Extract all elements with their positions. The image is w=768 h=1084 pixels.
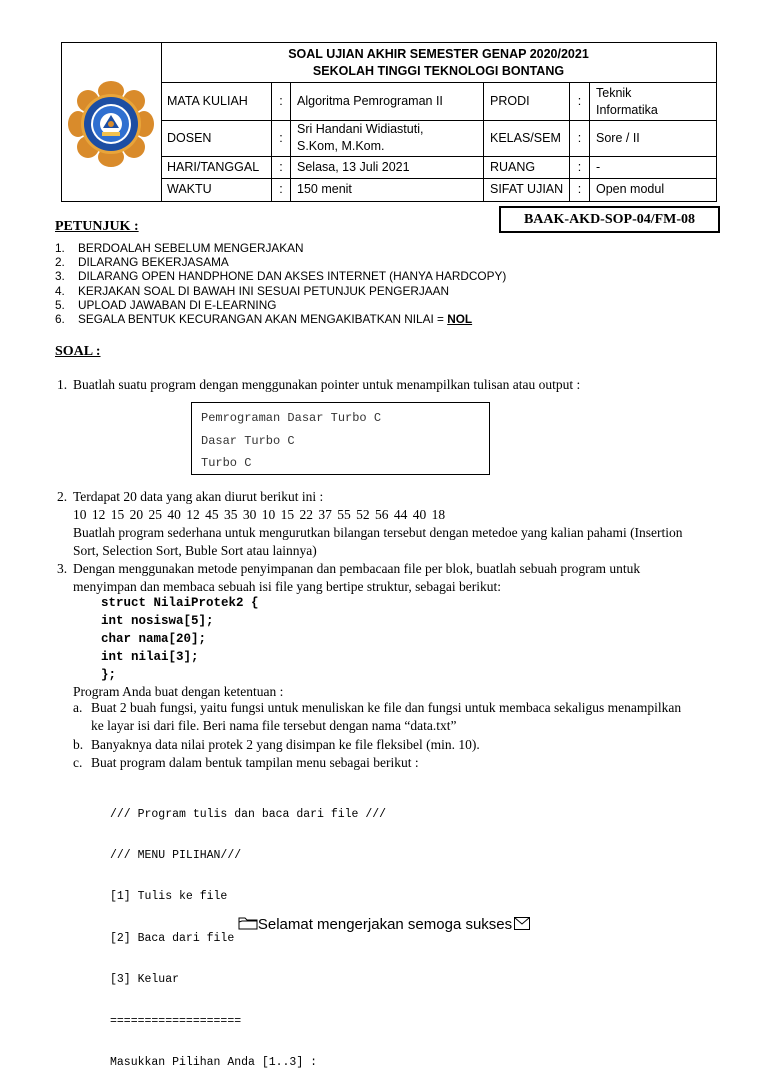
q3-line-2: menyimpan dan membaca sebuah isi file yang bertipe struktur, sebagai berikut: [73,579,501,594]
item-text: SEGALA BENTUK KECURANGAN AKAN MENGAKIBATKAN NILAI = [78,312,448,327]
value-prodi [590,83,716,120]
separator: : [570,178,590,201]
value-mata-kuliah: Algoritma Pemrograman II [291,83,484,120]
value-waktu: 150 menit [291,178,484,201]
value-ruang: - [596,159,601,174]
list-item [55,312,506,326]
output-line: Turbo C [201,456,252,470]
item-number: 3. [55,269,65,284]
logo-cell [62,43,162,201]
list-item [55,284,506,298]
code-line: }; [101,668,117,682]
title-line-1: SOAL UJIAN AKHIR SEMESTER GENAP 2020/2021 [288,47,589,61]
label-ruang: RUANG [484,156,570,178]
value-kelas-sem: Sore / II [596,130,640,145]
code-line: int nosiswa[5]; [101,614,214,628]
value-prodi-line-2: Informatika [596,102,658,117]
separator: : [570,156,590,178]
separator: : [570,120,590,156]
q2-number: 2. [57,489,68,504]
list-item [55,298,506,312]
value-sifat-ujian: Open modul [596,182,665,196]
label-waktu: WAKTU [161,178,272,201]
menu-line: [3] Keluar [110,973,180,987]
row-mata-kuliah [161,83,716,121]
item-text: KERJAKAN SOAL DI BAWAH INI SESUAI PETUNJUK PENGERJAAN [78,283,450,298]
q3-ketentuan: Program Anda buat dengan ketentuan : [73,684,284,699]
value-hari-tanggal: Selasa, 13 Juli 2021 [291,156,484,178]
q3-line-1: Dengan menggunakan metode penyimpanan dan pembacaan file per blok, buatlah sebuah program untuk [73,561,641,576]
q3-c-label: c. [73,755,83,770]
q2-line-1: Buatlah program sederhana untuk mengurutkan bilangan tersebut dengan metedoe yang kalian pahami (Insertion [73,525,683,540]
q3-b-label: b. [73,737,84,752]
menu-line: /// Program tulis dan baca dari file /// [110,807,387,821]
q2-intro: Terdapat 20 data yang akan diurut berikut ini : [73,489,324,504]
menu-line: [2] Baca dari file [110,931,235,945]
menu-line: /// MENU PILIHAN/// [110,848,242,862]
title-line-2: SEKOLAH TINGGI TEKNOLOGI BONTANG [312,64,565,78]
label-mata-kuliah: MATA KULIAH [161,83,272,120]
row-dosen [161,120,716,157]
menu-line: Masukkan Pilihan Anda [1..3] : [110,1055,318,1069]
item-number: 5. [55,297,65,312]
separator: : [570,83,590,120]
closing-message [0,916,768,933]
q3-a-line-1: Buat 2 buah fungsi, yaitu fungsi untuk menuliskan ke file dan fungsi untuk membaca sekaligus menampilkan [91,700,682,715]
petunjuk-heading: PETUNJUK : [55,219,139,234]
code-line: int nilai[3]; [101,650,199,664]
item-text: DILARANG OPEN HANDPHONE DAN AKSES INTERNET (HANYA HARDCOPY) [78,269,507,284]
soal-heading: SOAL : [55,344,101,359]
item-number: 2. [55,255,65,270]
nol-emphasis: NOL [447,312,473,327]
value-prodi-line-1: Teknik [596,85,632,100]
exam-title [161,43,716,83]
row-hari-tanggal [161,156,716,179]
value-dosen [291,120,484,156]
separator: : [272,120,291,156]
code-line: struct NilaiProtek2 { [101,596,259,610]
petunjuk-list [55,241,506,326]
item-text: BERDOALAH SEBELUM MENGERJAKAN [78,241,304,255]
value-dosen-line-2: S.Kom, M.Kom. [297,139,385,153]
q2-line-2: Sort, Selection Sort, Buble Sort atau lainnya) [73,543,317,558]
list-item [55,241,506,255]
value-dosen-line-1: Sri Handani Widiastuti, [297,122,424,136]
folder-icon [238,916,258,930]
struct-code-block [101,594,259,684]
envelope-icon [514,917,530,930]
q3-c-text: Buat program dalam bentuk tampilan menu sebagai berikut : [91,755,419,770]
item-number: 4. [55,283,65,298]
label-dosen: DOSEN [161,120,272,156]
q2-data: 10 12 15 20 25 40 12 45 35 30 10 15 22 37 55 52 56 44 40 18 [73,507,446,522]
q3-a-line-2: ke layar isi dari file. Beri nama file tersebut dengan nama “data.txt” [91,718,457,733]
separator: : [272,178,291,201]
q3-a-label: a. [73,700,83,715]
item-number: 6. [55,312,65,327]
q1-number: 1. [57,377,68,392]
header-table [61,42,717,202]
q1-output-box [191,402,490,475]
separator: : [272,83,291,120]
item-text: DILARANG BEKERJASAMA [78,255,229,270]
menu-line: =================== [110,1014,242,1028]
label-hari-tanggal: HARI/TANGGAL [161,156,272,178]
list-item [55,255,506,269]
q1-text: Buatlah suatu program dengan menggunakan pointer untuk menampilkan tulisan atau output : [73,377,581,392]
code-line: char nama[20]; [101,632,207,646]
output-line: Dasar Turbo C [201,433,295,448]
item-number: 1. [55,241,65,255]
item-text: UPLOAD JAWABAN DI E-LEARNING [78,297,277,312]
college-seal-logo-icon [62,43,161,201]
q3-b-text: Banyaknya data nilai protek 2 yang disimpan ke file fleksibel (min. 10). [91,737,480,752]
label-prodi: PRODI [484,83,570,120]
label-kelas-sem: KELAS/SEM [484,120,570,156]
list-item [55,269,506,283]
menu-line: [1] Tulis ke file [110,890,228,904]
row-waktu [161,178,716,201]
document-code: BAAK-AKD-SOP-04/FM-08 [499,206,720,233]
output-line: Pemrograman Dasar Turbo C [201,411,382,425]
q3-number: 3. [57,561,68,576]
closing-text: Selamat mengerjakan semoga sukses [257,916,513,933]
label-sifat-ujian: SIFAT UJIAN [484,178,570,201]
separator: : [272,156,291,178]
